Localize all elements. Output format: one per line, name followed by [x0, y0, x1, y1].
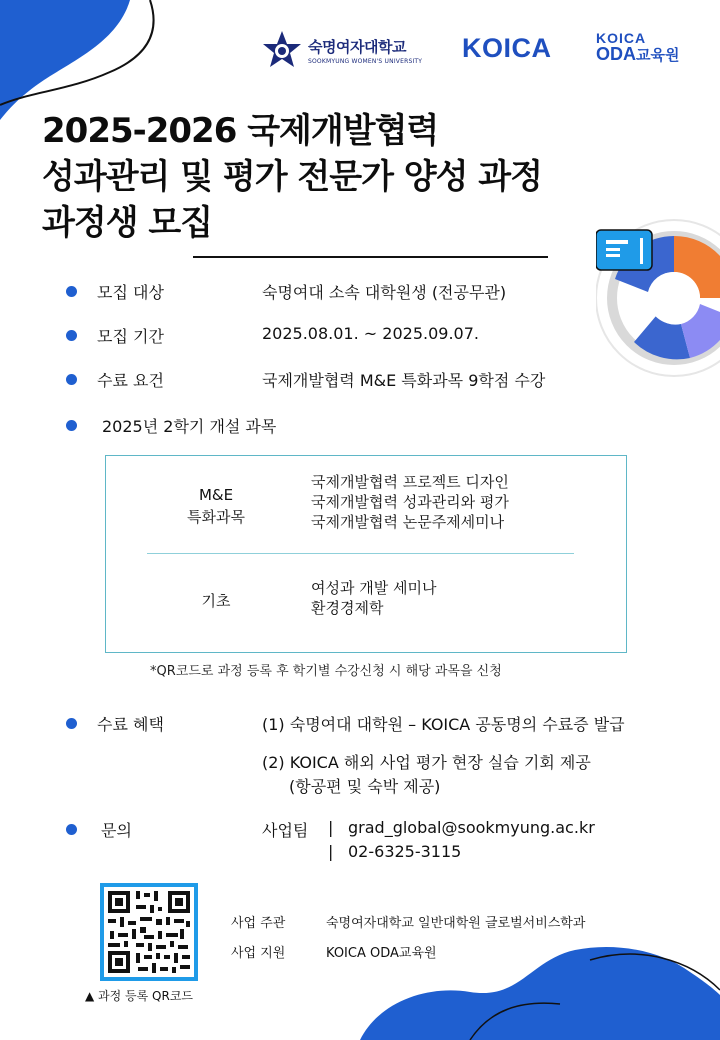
target-label: 모집 대상: [97, 283, 164, 302]
organizer-label: 사업 주관: [231, 916, 286, 931]
contact-separator: |: [328, 818, 334, 837]
benefit-item-2: (2) KOICA 해외 사업 평가 현장 실습 기회 제공: [262, 753, 591, 772]
bullet-icon: [66, 824, 77, 835]
bullet-icon: [66, 286, 77, 297]
organizer-value: 숙명여자대학교 일반대학원 글로벌서비스학과: [326, 916, 586, 931]
list-item: 국제개발협력 프로젝트 디자인: [311, 473, 509, 491]
list-item: 환경경제학: [311, 599, 384, 617]
title-line-1: 2025-2026 국제개발협력: [42, 111, 439, 151]
bullet-icon: [66, 420, 77, 431]
bullet-icon: [66, 718, 77, 729]
page-title: [42, 108, 542, 246]
benefit-item-1: (1) 숙명여대 대학원 – KOICA 공동명의 수료증 발급: [262, 715, 625, 734]
registration-qr-code[interactable]: [100, 883, 198, 981]
support-label: 사업 지원: [231, 946, 286, 961]
period-value: 2025.08.01. ~ 2025.09.07.: [262, 324, 479, 343]
registration-note: *QR코드로 과정 등록 후 학기별 수강신청 시 해당 과목을 신청: [150, 664, 502, 679]
bullet-icon: [66, 374, 77, 385]
target-value: 숙명여대 소속 대학원생 (전공무관): [262, 283, 507, 302]
course-table: [105, 455, 627, 653]
contact-separator: |: [328, 842, 334, 861]
qr-caption: ▲ 과정 등록 QR코드: [85, 989, 194, 1003]
list-item: 국제개발협력 논문주제세미나: [311, 513, 505, 531]
oda-logo-bottom: ODA: [596, 44, 636, 64]
table-divider: [147, 553, 574, 554]
title-line-3: 과정생 모집: [42, 203, 213, 243]
koica-logo: KOICA: [462, 33, 552, 63]
requirement-value: 국제개발협력 M&E 특화과목 9학점 수강: [262, 371, 546, 390]
benefits-label: 수료 혜택: [97, 715, 164, 734]
contact-team: 사업팀: [262, 821, 309, 840]
support-value: KOICA ODA교육원: [326, 946, 437, 961]
basic-category: 기초: [201, 592, 231, 610]
title-line-2: 성과관리 및 평가 전문가 양성 과정: [42, 157, 542, 197]
contact-phone[interactable]: 02-6325-3115: [348, 842, 462, 861]
courses-heading: 2025년 2학기 개설 과목: [102, 417, 277, 436]
me-category-line-2: 특화과목: [187, 508, 245, 526]
sookmyung-logo: [262, 30, 422, 70]
me-course-list: [311, 472, 509, 532]
title-underline: [193, 256, 548, 258]
requirement-label: 수료 요건: [97, 371, 164, 390]
bullet-icon: [66, 330, 77, 341]
period-label: 모집 기간: [97, 327, 164, 346]
koica-oda-logo: [596, 31, 679, 63]
sookmyung-name-ko: 숙명여자대학교: [308, 37, 406, 56]
oda-logo-top: KOICA: [596, 30, 647, 46]
list-item: 여성과 개발 세미나: [311, 579, 437, 597]
me-category-line-1: M&E: [198, 486, 234, 504]
donut-chart-illustration: [596, 212, 720, 382]
benefit-item-2-detail: (항공편 및 숙박 제공): [289, 777, 441, 796]
list-item: 국제개발협력 성과관리와 평가: [311, 493, 509, 511]
oda-logo-suffix: 교육원: [636, 47, 680, 64]
sookmyung-emblem-icon: [262, 30, 302, 70]
contact-label: 문의: [101, 821, 132, 840]
sookmyung-name-en: SOOKMYUNG WOMEN'S UNIVERSITY: [308, 57, 423, 65]
me-category: [168, 484, 264, 528]
basic-course-list: [311, 578, 436, 618]
contact-email[interactable]: grad_global@sookmyung.ac.kr: [348, 818, 595, 837]
